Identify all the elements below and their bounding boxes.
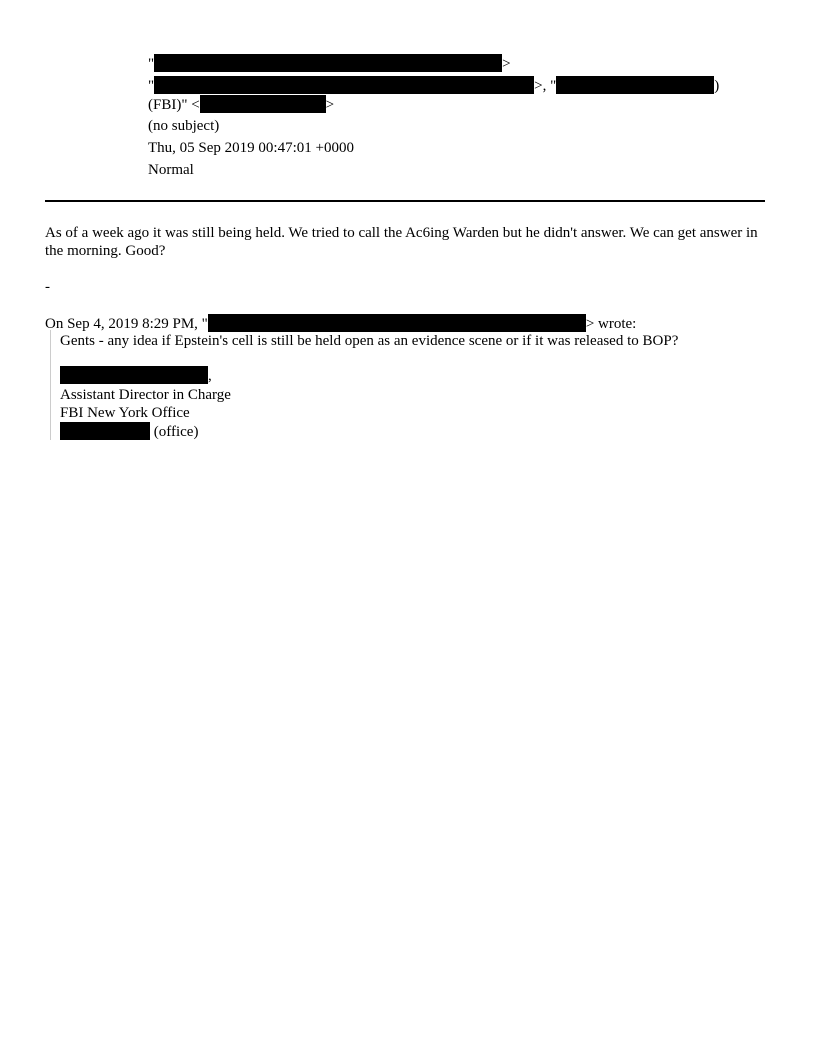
redaction-box	[60, 366, 208, 384]
importance-value: Normal	[148, 162, 194, 178]
quoted-sender-phone: (office)	[60, 422, 198, 441]
quoted-message	[50, 330, 759, 440]
quoted-text: Gents - any idea if Epstein's cell is still be held open as an evidence scene or if it was released to BOP?	[60, 333, 679, 349]
quoted-sender-title: Assistant Director in Charge	[60, 387, 231, 403]
reply-intro: On Sep 4, 2019 8:29 PM, " > wrote:	[45, 316, 637, 332]
from-value: " >	[148, 56, 511, 72]
redaction-box	[556, 76, 714, 94]
redaction-box	[154, 76, 534, 94]
message-body: As of a week ago it was still being held. We tried to call the Ac6ing Warden but he didn't answer. We can get answer in the morning. Good?	[45, 225, 758, 259]
signature-dash: -	[45, 279, 50, 295]
header-divider	[45, 200, 765, 202]
to-value-continued: (FBI)" < >	[148, 97, 335, 113]
quoted-sender-name: ,	[60, 366, 212, 385]
redaction-box	[200, 95, 326, 113]
redaction-box	[154, 54, 502, 72]
date-value: Thu, 05 Sep 2019 00:47:01 +0000	[148, 140, 354, 156]
redaction-box	[60, 422, 150, 440]
subject-value: (no subject)	[148, 118, 220, 134]
to-value: " >, " )	[148, 78, 720, 94]
quoted-sender-office: FBI New York Office	[60, 405, 190, 421]
